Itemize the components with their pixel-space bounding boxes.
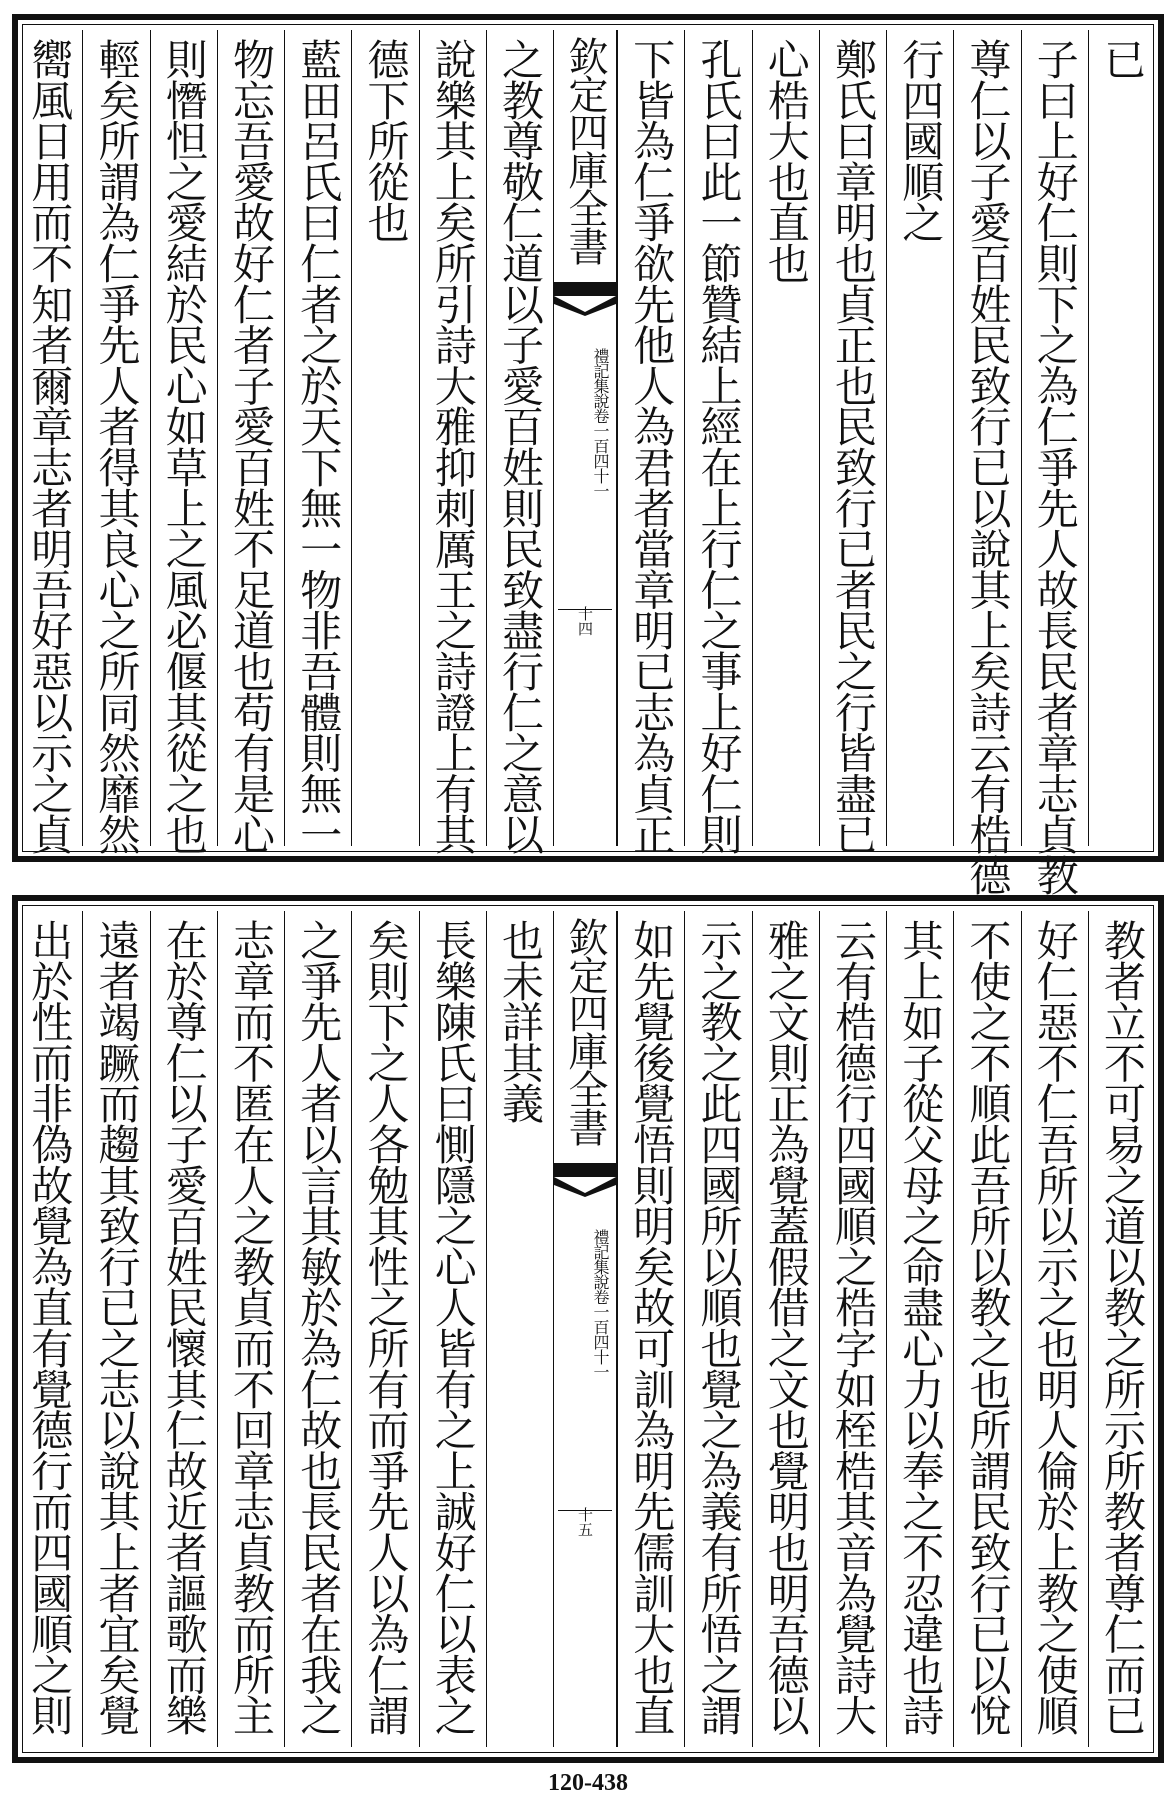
folio-number: 十四 xyxy=(576,606,594,636)
text-column xyxy=(1088,30,1155,846)
text-column xyxy=(82,30,149,855)
text-column xyxy=(486,911,553,1747)
center-spine xyxy=(553,30,617,846)
spine-title: 欽定四庫全書 xyxy=(562,36,608,264)
column-text: 云有梏德行四國順之梏字如桎梏其音為覺詩大 xyxy=(829,919,878,1736)
text-column xyxy=(351,30,418,846)
text-column xyxy=(486,30,553,855)
column-text: 則憯怛之愛結於民心如草上之風必偃其從之也 xyxy=(159,38,209,855)
text-column xyxy=(351,911,418,1747)
column-text: 出於性而非偽故覺為直有覺德行而四國順之則 xyxy=(25,919,75,1736)
column-text: 長樂陳氏曰惻隱之心人皆有之上誠好仁以表之 xyxy=(428,919,478,1736)
column-text: 心梏大也直也 xyxy=(761,38,811,283)
text-column xyxy=(953,30,1020,895)
column-text: 已 xyxy=(1098,38,1147,79)
folio-number: 十五 xyxy=(576,1507,594,1537)
text-column xyxy=(217,30,284,855)
text-column xyxy=(1088,911,1155,1747)
column-text: 好仁惡不仁吾所以示之也明人倫於上教之使順 xyxy=(1030,919,1080,1736)
text-column xyxy=(1021,30,1088,895)
text-column xyxy=(684,30,751,855)
column-text: 如先覺後覺悟則明矣故可訓為明先儒訓大也直 xyxy=(627,919,677,1736)
column-text: 鄭氏曰章明也貞正也民致行已者民之行皆盡已 xyxy=(829,38,878,855)
text-column xyxy=(284,911,351,1747)
spine-title: 欽定四庫全書 xyxy=(562,917,608,1145)
text-column xyxy=(150,30,217,855)
column-text: 其上如子從父母之命盡心力以奉之不忍違也詩 xyxy=(896,919,946,1736)
page-number-caption: 120-438 xyxy=(548,1770,628,1796)
upper-page-frame xyxy=(12,14,1164,895)
column-text: 之教尊敬仁道以子愛百姓則民致盡行仁之意以 xyxy=(496,38,545,855)
fishtail-mark-icon xyxy=(554,282,616,316)
column-text: 行四國順之 xyxy=(896,38,946,243)
text-column xyxy=(886,30,953,846)
column-text: 輕矣所謂為仁爭先人者得其良心之所同然靡然 xyxy=(92,38,142,855)
text-column xyxy=(752,911,819,1747)
text-column xyxy=(419,911,486,1747)
column-text: 德下所從也 xyxy=(361,38,411,243)
spine-subtitle: 禮記集說卷一百四十一 xyxy=(591,1229,610,1379)
text-column xyxy=(1021,911,1088,1747)
column-text: 雅之文則正為覺蓋假借之文也覺明也明吾德以 xyxy=(761,919,811,1736)
column-text: 下皆為仁爭欲先他人為君者當章明已志為貞正 xyxy=(627,38,677,855)
text-column xyxy=(752,30,819,846)
column-text: 不使之不順此吾所以教之也所謂民致行已以悅 xyxy=(963,919,1013,1736)
text-column xyxy=(217,911,284,1747)
column-text: 示之教之此四國所以順也覺之為義有所悟之謂 xyxy=(694,919,744,1736)
text-column xyxy=(419,30,486,855)
column-text: 遠者竭蹶而趨其致行已之志以說其上者宜矣覺 xyxy=(92,919,142,1736)
column-text: 矣則下之人各勉其性之所有而爭先人以為仁謂 xyxy=(361,919,411,1736)
column-text: 藍田呂氏曰仁者之於天下無一物非吾體則無一 xyxy=(294,38,344,855)
column-text: 之爭先人者以言其敏於為仁故也長民者在我之 xyxy=(294,919,344,1736)
text-column xyxy=(15,30,82,855)
column-text: 尊仁以子愛百姓民致行已以說其上矣詩云有梏德 xyxy=(963,38,1013,895)
text-column xyxy=(819,911,886,1747)
text-column xyxy=(886,911,953,1747)
text-column xyxy=(82,911,149,1747)
text-column xyxy=(617,911,684,1747)
column-text: 物忘吾愛故好仁者子愛百姓不足道也苟有是心 xyxy=(227,38,276,855)
column-text: 子曰上好仁則下之為仁爭先人故長民者章志貞教 xyxy=(1030,38,1080,895)
column-text: 教者立不可易之道以教之所示所教者尊仁而已 xyxy=(1098,919,1147,1736)
column-text: 說樂其上矣所引詩大雅抑刺厲王之詩證上有其 xyxy=(428,38,478,855)
lower-page-frame xyxy=(12,895,1164,1763)
column-text: 孔氏曰此一節贊結上經在上行仁之事上好仁則 xyxy=(694,38,744,855)
text-column xyxy=(819,30,886,855)
text-column xyxy=(684,911,751,1747)
column-text: 也未詳其義 xyxy=(496,919,545,1124)
column-text: 在於尊仁以子愛百姓民懷其仁故近者謳歌而樂 xyxy=(159,919,209,1736)
text-column xyxy=(953,911,1020,1747)
text-column xyxy=(15,911,82,1747)
column-text: 嚮風日用而不知者爾章志者明吾好惡以示之貞 xyxy=(25,38,75,855)
text-column xyxy=(284,30,351,855)
text-column xyxy=(150,911,217,1747)
fishtail-mark-icon xyxy=(554,1163,616,1197)
spine-subtitle: 禮記集說卷一百四十一 xyxy=(591,348,610,498)
text-column xyxy=(617,30,684,855)
center-spine xyxy=(553,911,617,1747)
column-text: 志章而不匿在人之教貞而不回章志貞教而所主 xyxy=(227,919,276,1736)
